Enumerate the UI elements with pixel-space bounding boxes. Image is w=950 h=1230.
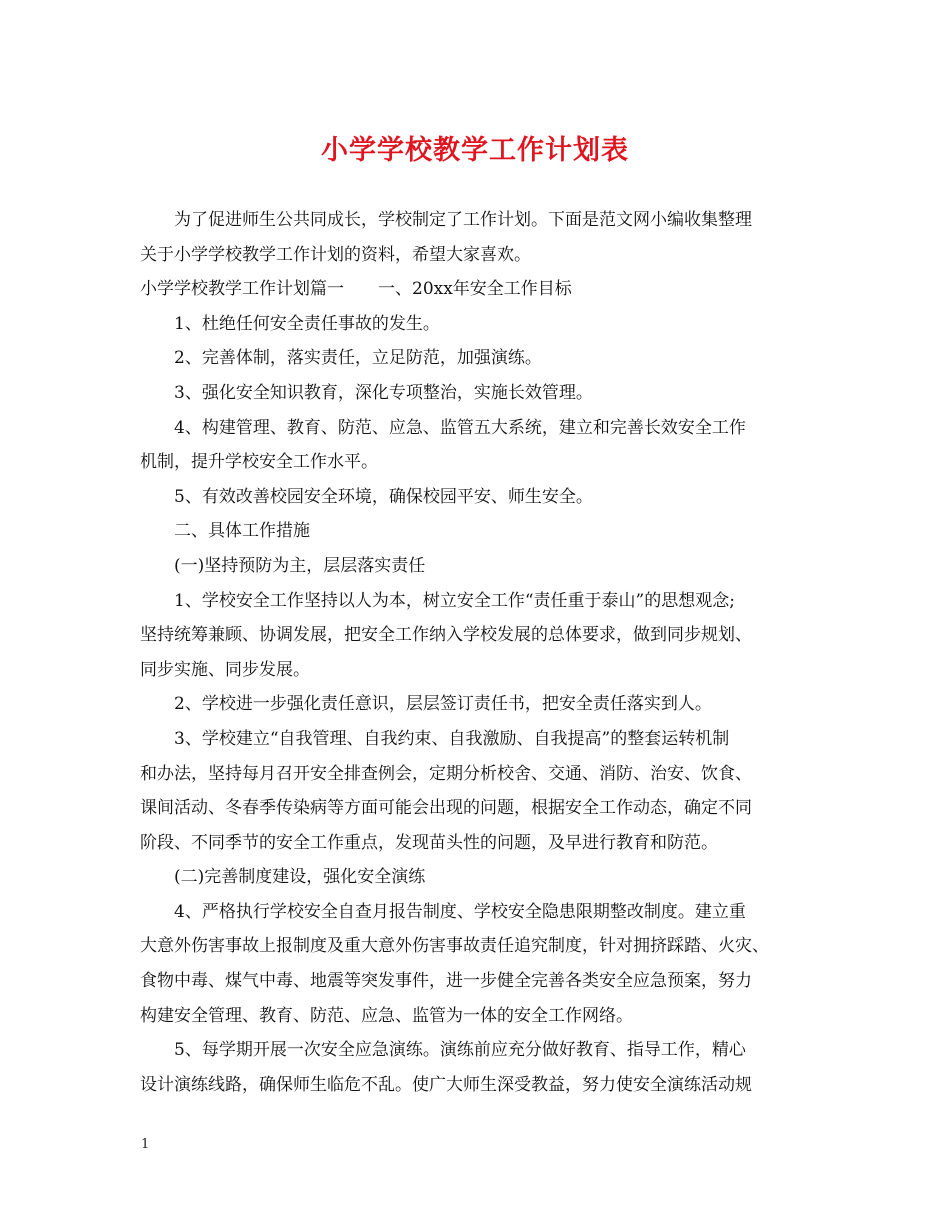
text-line: (一)坚持预防为主，层层落实责任 <box>174 555 426 576</box>
text-line: 课间活动、冬春季传染病等方面可能会出现的问题，根据安全工作动态，确定不同 <box>140 798 752 819</box>
text-line: 阶段、不同季节的安全工作重点，发现苗头性的问题，及早进行教育和防范。 <box>140 832 718 853</box>
text-line: 2、学校进一步强化责任意识，层层签订责任书，把安全责任落实到人。 <box>174 694 712 715</box>
document-title: 小学学校教学工作计划表 <box>321 135 629 166</box>
text-line: 为了促进师生公共同成长，学校制定了工作计划。下面是范文网小编收集整理 <box>174 210 752 230</box>
text-line: 坚持统筹兼顾、协调发展，把安全工作纳入学校发展的总体要求，做到同步规划、 <box>140 625 752 646</box>
text-line: 设计演练线路，确保师生临危不乱。使广大师生深受教益，努力使安全演练活动规 <box>140 1074 752 1095</box>
text-line: 食物中毒、煤气中毒、地震等突发事件，进一步健全完善各类安全应急预案，努力 <box>140 971 752 992</box>
text-line: 二、具体工作措施 <box>174 521 310 542</box>
text-line: 小学学校教学工作计划篇一 一、20xx年安全工作目标 <box>140 279 572 300</box>
text-line: 5、有效改善校园安全环境，确保校园平安、师生安全。 <box>174 486 593 507</box>
text-line: 4、构建管理、教育、防范、应急、监管五大系统，建立和完善长效安全工作 <box>174 417 746 438</box>
text-line: 2、完善体制，落实责任，立足防范，加强演练。 <box>174 348 542 369</box>
text-line: 构建安全管理、教育、防范、应急、监管为一体的安全工作网络。 <box>140 1005 633 1026</box>
text-line: (二)完善制度建设，强化安全演练 <box>174 867 426 888</box>
text-line: 同步实施、同步发展。 <box>140 659 310 680</box>
text-line: 4、严格执行学校安全自查月报告制度、学校安全隐患限期整改制度。建立重 <box>174 901 746 922</box>
text-line: 3、学校建立“自我管理、自我约束、自我激励、自我提高”的整套运转机制 <box>174 728 730 749</box>
document-body <box>140 203 830 1102</box>
text-line: 5、每学期开展一次安全应急演练。演练前应充分做好教育、指导工作，精心 <box>174 1040 746 1061</box>
text-line: 大意外伤害事故上报制度及重大意外伤害事故责任追究制度，针对拥挤踩踏、火灾、 <box>140 936 769 957</box>
text-line: 和办法，坚持每月召开安全排查例会，定期分析校舍、交通、消防、治安、饮食、 <box>140 763 752 784</box>
page-number: 1 <box>141 1137 150 1152</box>
text-line: 机制，提升学校安全工作水平。 <box>140 452 378 473</box>
text-line: 1、杜绝任何安全责任事故的发生。 <box>174 313 440 334</box>
text-line: 1、学校安全工作坚持以人为本，树立安全工作“责任重于泰山”的思想观念; <box>174 590 735 611</box>
text-line: 关于小学学校教学工作计划的资料，希望大家喜欢。 <box>140 244 531 265</box>
text-line: 3、强化安全知识教育，深化专项整治，实施长效管理。 <box>174 382 593 403</box>
